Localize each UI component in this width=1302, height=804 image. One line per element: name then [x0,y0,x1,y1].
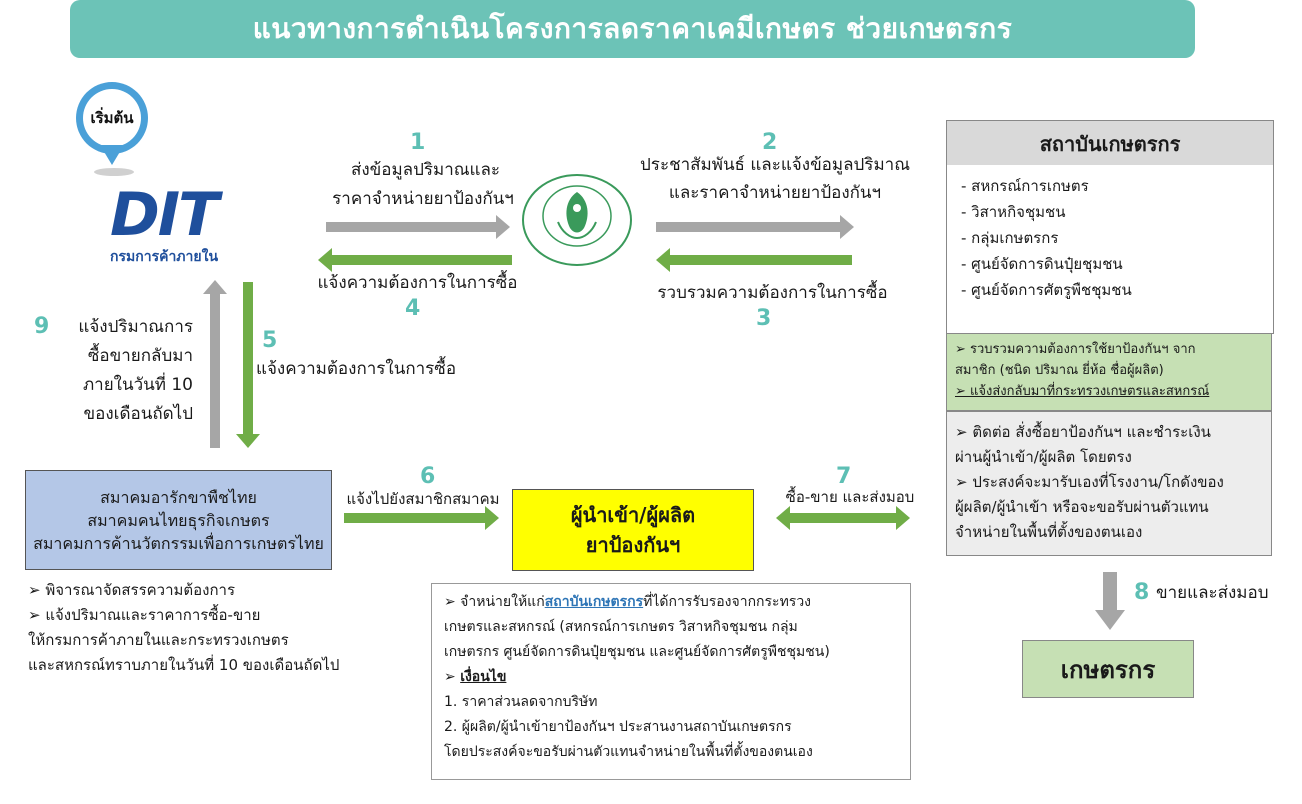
start-pin [76,82,148,154]
step-1-number: 1 [410,130,426,155]
cond-line1-post: ที่ได้การรับรองจากกระทรวง [643,594,812,610]
step-7-arrow [776,513,910,523]
step-2-arrow [656,222,854,232]
step-9-label-line3: ภายในวันที่ 10 [82,375,193,395]
page-title: แนวทางการดำเนินโครงการลดราคาเคมีเกษตร ช่วยเกษตรกร [252,12,1013,45]
importer-line1: ผู้นำเข้า/ผู้ผลิต [570,503,696,527]
collect-line1: ➢ รวบรวมความต้องการใช้ยาป้องกันฯ จาก [955,342,1196,357]
step-2-label-line2: และราคาจำหน่ายยาป้องกันฯ [668,183,882,203]
order-line4: ผู้ผลิต/ผู้นำเข้า หรือจะขอรับผ่านตัวแทน [955,498,1209,516]
cond-line4-heading: เงื่อนไข [460,669,507,685]
step-5-number: 5 [262,328,278,353]
assoc-note-line4: และสหกรณ์ทราบภายในวันที่ 10 ของเดือนถัดไป [28,656,340,674]
ministry-seal-icon [520,172,634,268]
step-3-label: รวบรวมความต้องการในการซื้อ [657,283,888,303]
cond-line2: เกษตรและสหกรณ์ (สหกรณ์การเกษตร วิสาหกิจชุมชน กลุ่ม [444,619,798,635]
order-line3: ➢ ประสงค์จะมารับเองที่โรงงาน/โกดังของ [955,473,1224,491]
cond-line1-highlight: สถาบันเกษตรกร [544,594,644,610]
step-5-arrow [243,282,253,448]
institution-order-box [946,411,1272,556]
step-4-number: 4 [405,296,421,321]
institution-item: - สหกรณ์การเกษตร [961,177,1089,195]
farmer-box: เกษตรกร [1022,640,1194,698]
step-7-label: ซื้อ-ขาย และส่งมอบ [785,488,915,506]
association-1: สมาคมอารักขาพืชไทย [100,487,257,507]
cond-line1-pre: ➢ จำหน่ายให้แก่ [444,594,545,610]
dit-logo: DIT [110,180,218,250]
start-pin-label: เริ่มต้น [83,89,141,147]
step-1-label-line1: ส่งข้อมูลปริมาณและ [350,160,501,180]
step-1-arrow [326,222,510,232]
step-8-arrow [1103,572,1117,630]
institution-collect-box [946,333,1272,411]
pin-tip-icon [100,145,124,165]
step-7-number: 7 [836,464,852,489]
order-line2: ผ่านผู้นำเข้า/ผู้ผลิต โดยตรง [955,448,1132,466]
institution-list [946,165,1274,334]
institution-header: สถาบันเกษตรกร [946,120,1274,167]
step-9-label-line2: ซื้อขายกลับมา [87,346,193,366]
collect-line3: ➢ แจ้งส่งกลับมาที่กระทรวงเกษตรและสหกรณ์ [955,384,1210,399]
cond-line7: โดยประสงค์จะขอรับผ่านตัวแทนจำหน่ายในพื้นที่ตั้งของตนเอง [444,744,813,760]
step-6-arrow [344,513,499,523]
step-9-label-line1: แจ้งปริมาณการ [78,317,193,337]
associations-box [25,470,332,570]
cond-line1 [444,590,898,615]
step-8-label: ขายและส่งมอบ [1156,583,1269,603]
assoc-note-line2: ➢ แจ้งปริมาณและราคาการซื้อ-ขาย [28,606,261,624]
step-2-number: 2 [762,130,778,155]
step-4-label: แจ้งความต้องการในการซื้อ [317,273,518,293]
step-6-label: แจ้งไปยังสมาชิกสมาคม [346,490,500,508]
step-4-arrow [318,255,512,265]
step-1-label-line2: ราคาจำหน่ายยาป้องกันฯ [332,189,514,209]
importer-line2: ยาป้องกันฯ [585,533,681,557]
step-3-number: 3 [756,306,772,331]
step-2-label-line1: ประชาสัมพันธ์ และแจ้งข้อมูลปริมาณ [640,155,910,175]
step-9-label-line4: ของเดือนถัดไป [83,404,193,424]
institution-item: - กลุ่มเกษตรกร [961,229,1059,247]
cond-line4-pre: ➢ [444,669,461,685]
cond-line6: 2. ผู้ผลิต/ผู้นำเข้ายาป้องกันฯ ประสานงานสถาบันเกษตรกร [444,719,792,735]
association-3: สมาคมการค้านวัตกรรมเพื่อการเกษตรไทย [33,533,324,553]
order-line1: ➢ ติดต่อ สั่งซื้อยาป้องกันฯ และชำระเงิน [955,423,1211,441]
associations-notes [28,578,428,678]
step-9-arrow [210,280,220,448]
institution-item: - ศูนย์จัดการดินปุ๋ยชุมชน [961,255,1123,273]
step-3-arrow [656,255,852,265]
collect-line2: สมาชิก (ชนิด ปริมาณ ยี่ห้อ ชื่อผู้ผลิต) [955,363,1164,378]
order-line5: จำหน่ายในพื้นที่ตั้งของตนเอง [955,523,1143,541]
cond-line5: 1. ราคาส่วนลดจากบริษัท [444,694,598,710]
step-6-number: 6 [420,464,436,489]
conditions-box [431,583,911,780]
title-banner [70,0,1195,58]
cond-line4 [444,665,898,690]
dit-name: กรมการค้าภายใน [110,249,219,265]
importer-box [512,489,754,571]
step-8-number: 8 [1134,580,1150,605]
cond-line3: เกษตรกร ศูนย์จัดการดินปุ๋ยชุมชน และศูนย์จัดการศัตรูพืชชุมชน) [444,644,830,660]
institution-item: - วิสาหกิจชุมชน [961,203,1066,221]
institution-item: - ศูนย์จัดการศัตรูพืชชุมชน [961,281,1132,299]
pin-shadow [94,168,134,176]
assoc-note-line3: ให้กรมการค้าภายในและกระทรวงเกษตร [28,631,289,649]
association-2: สมาคมคนไทยธุรกิจเกษตร [87,510,270,530]
step-5-label: แจ้งความต้องการในการซื้อ [256,359,457,379]
assoc-note-line1: ➢ พิจารณาจัดสรรความต้องการ [28,581,236,599]
step-9-number: 9 [34,314,50,339]
